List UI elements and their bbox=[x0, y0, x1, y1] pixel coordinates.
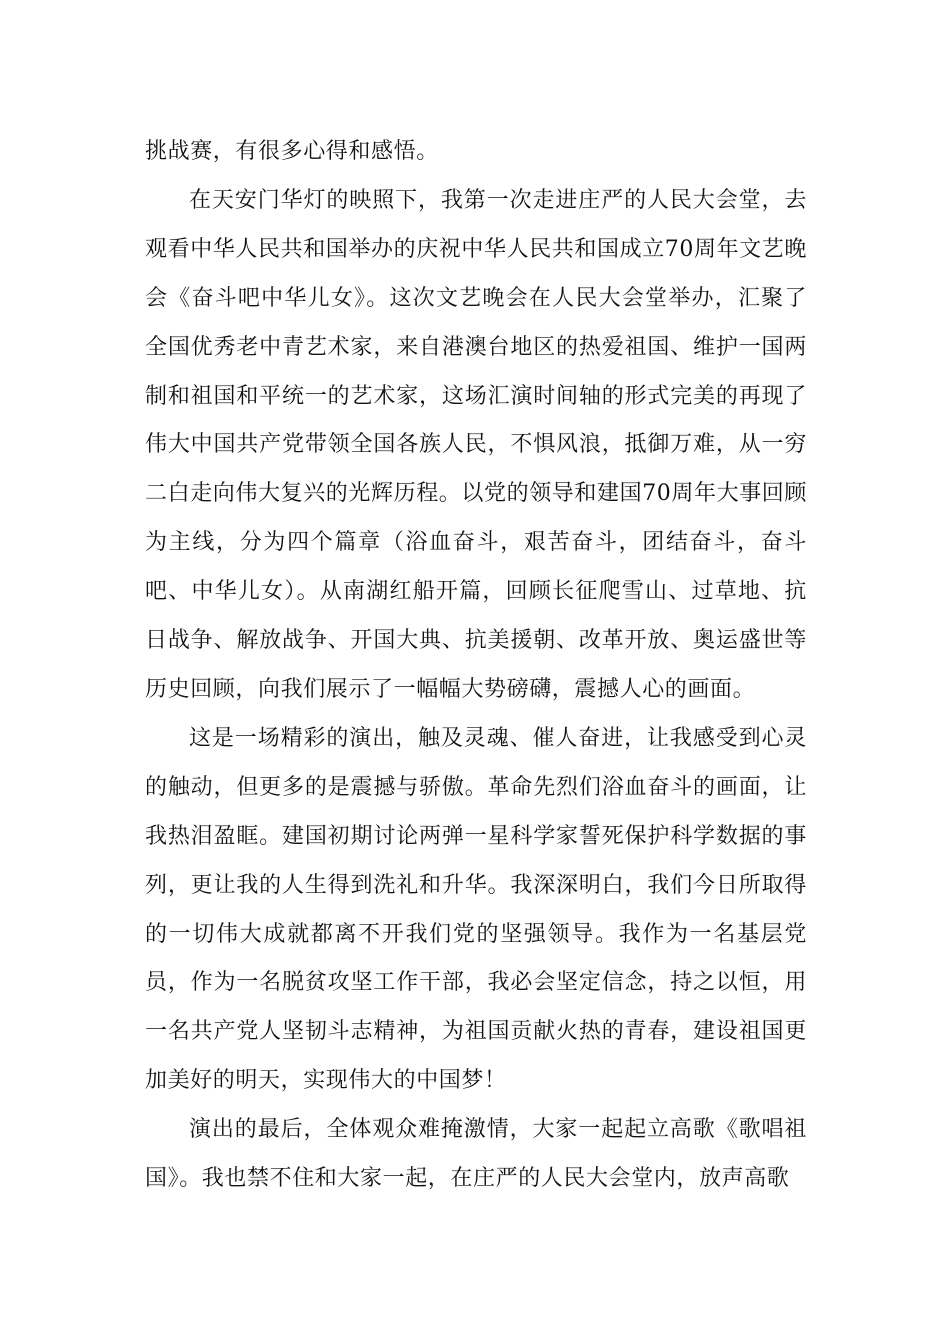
paragraph-2: 在天安门华灯的映照下，我第一次走进庄严的人民大会堂，去观看中华人民共和国举办的庆祝中华人民共和国成立70周年文艺晚会《奋斗吧中华儿女》。这次文艺晚会在人民大会堂举办，汇聚了全国优秀老中青艺术家，来自港澳台地区的热爱祖国、维护一国两制和祖国和平统一的艺术家，这场汇演时间轴的形式完美的再现了伟大中国共产党带领全国各族人民，不惧风浪，抵御万难，从一穷二白走向伟大复兴的光辉历程。以党的领导和建国70周年大事回顾为主线，分为四个篇章（浴血奋斗，艰苦奋斗，团结奋斗，奋斗吧、中华儿女）。从南湖红船开篇，回顾长征爬雪山、过草地、抗日战争、解放战争、开国大典、抗美援朝、改革开放、奥运盛世等历史回顾，向我们展示了一幅幅大势磅礴，震撼人心的画面。 bbox=[145, 187, 807, 702]
paragraph-4: 演出的最后，全体观众难掩激情，大家一起起立高歌《歌唱祖国》。我也禁不住和大家一起，在庄严的人民大会堂内，放声高歌 bbox=[145, 1117, 807, 1192]
paragraph-1: 挑战赛，有很多心得和感悟。 bbox=[145, 139, 439, 164]
body-text bbox=[145, 128, 807, 1204]
paragraph-3: 这是一场精彩的演出，触及灵魂、催人奋进，让我感受到心灵的触动，但更多的是震撼与骄傲。革命先烈们浴血奋斗的画面，让我热泪盈眶。建国初期讨论两弹一星科学家誓死保护科学数据的事列，更让我的人生得到洗礼和升华。我深深明白，我们今日所取得的一切伟大成就都离不开我们党的坚强领导。我作为一名基层党员，作为一名脱贫攻坚工作干部，我必会坚定信念，持之以恒，用一名共产党人坚韧斗志精神，为祖国贡献火热的青春，建设祖国更加美好的明天，实现伟大的中国梦！ bbox=[145, 725, 807, 1094]
